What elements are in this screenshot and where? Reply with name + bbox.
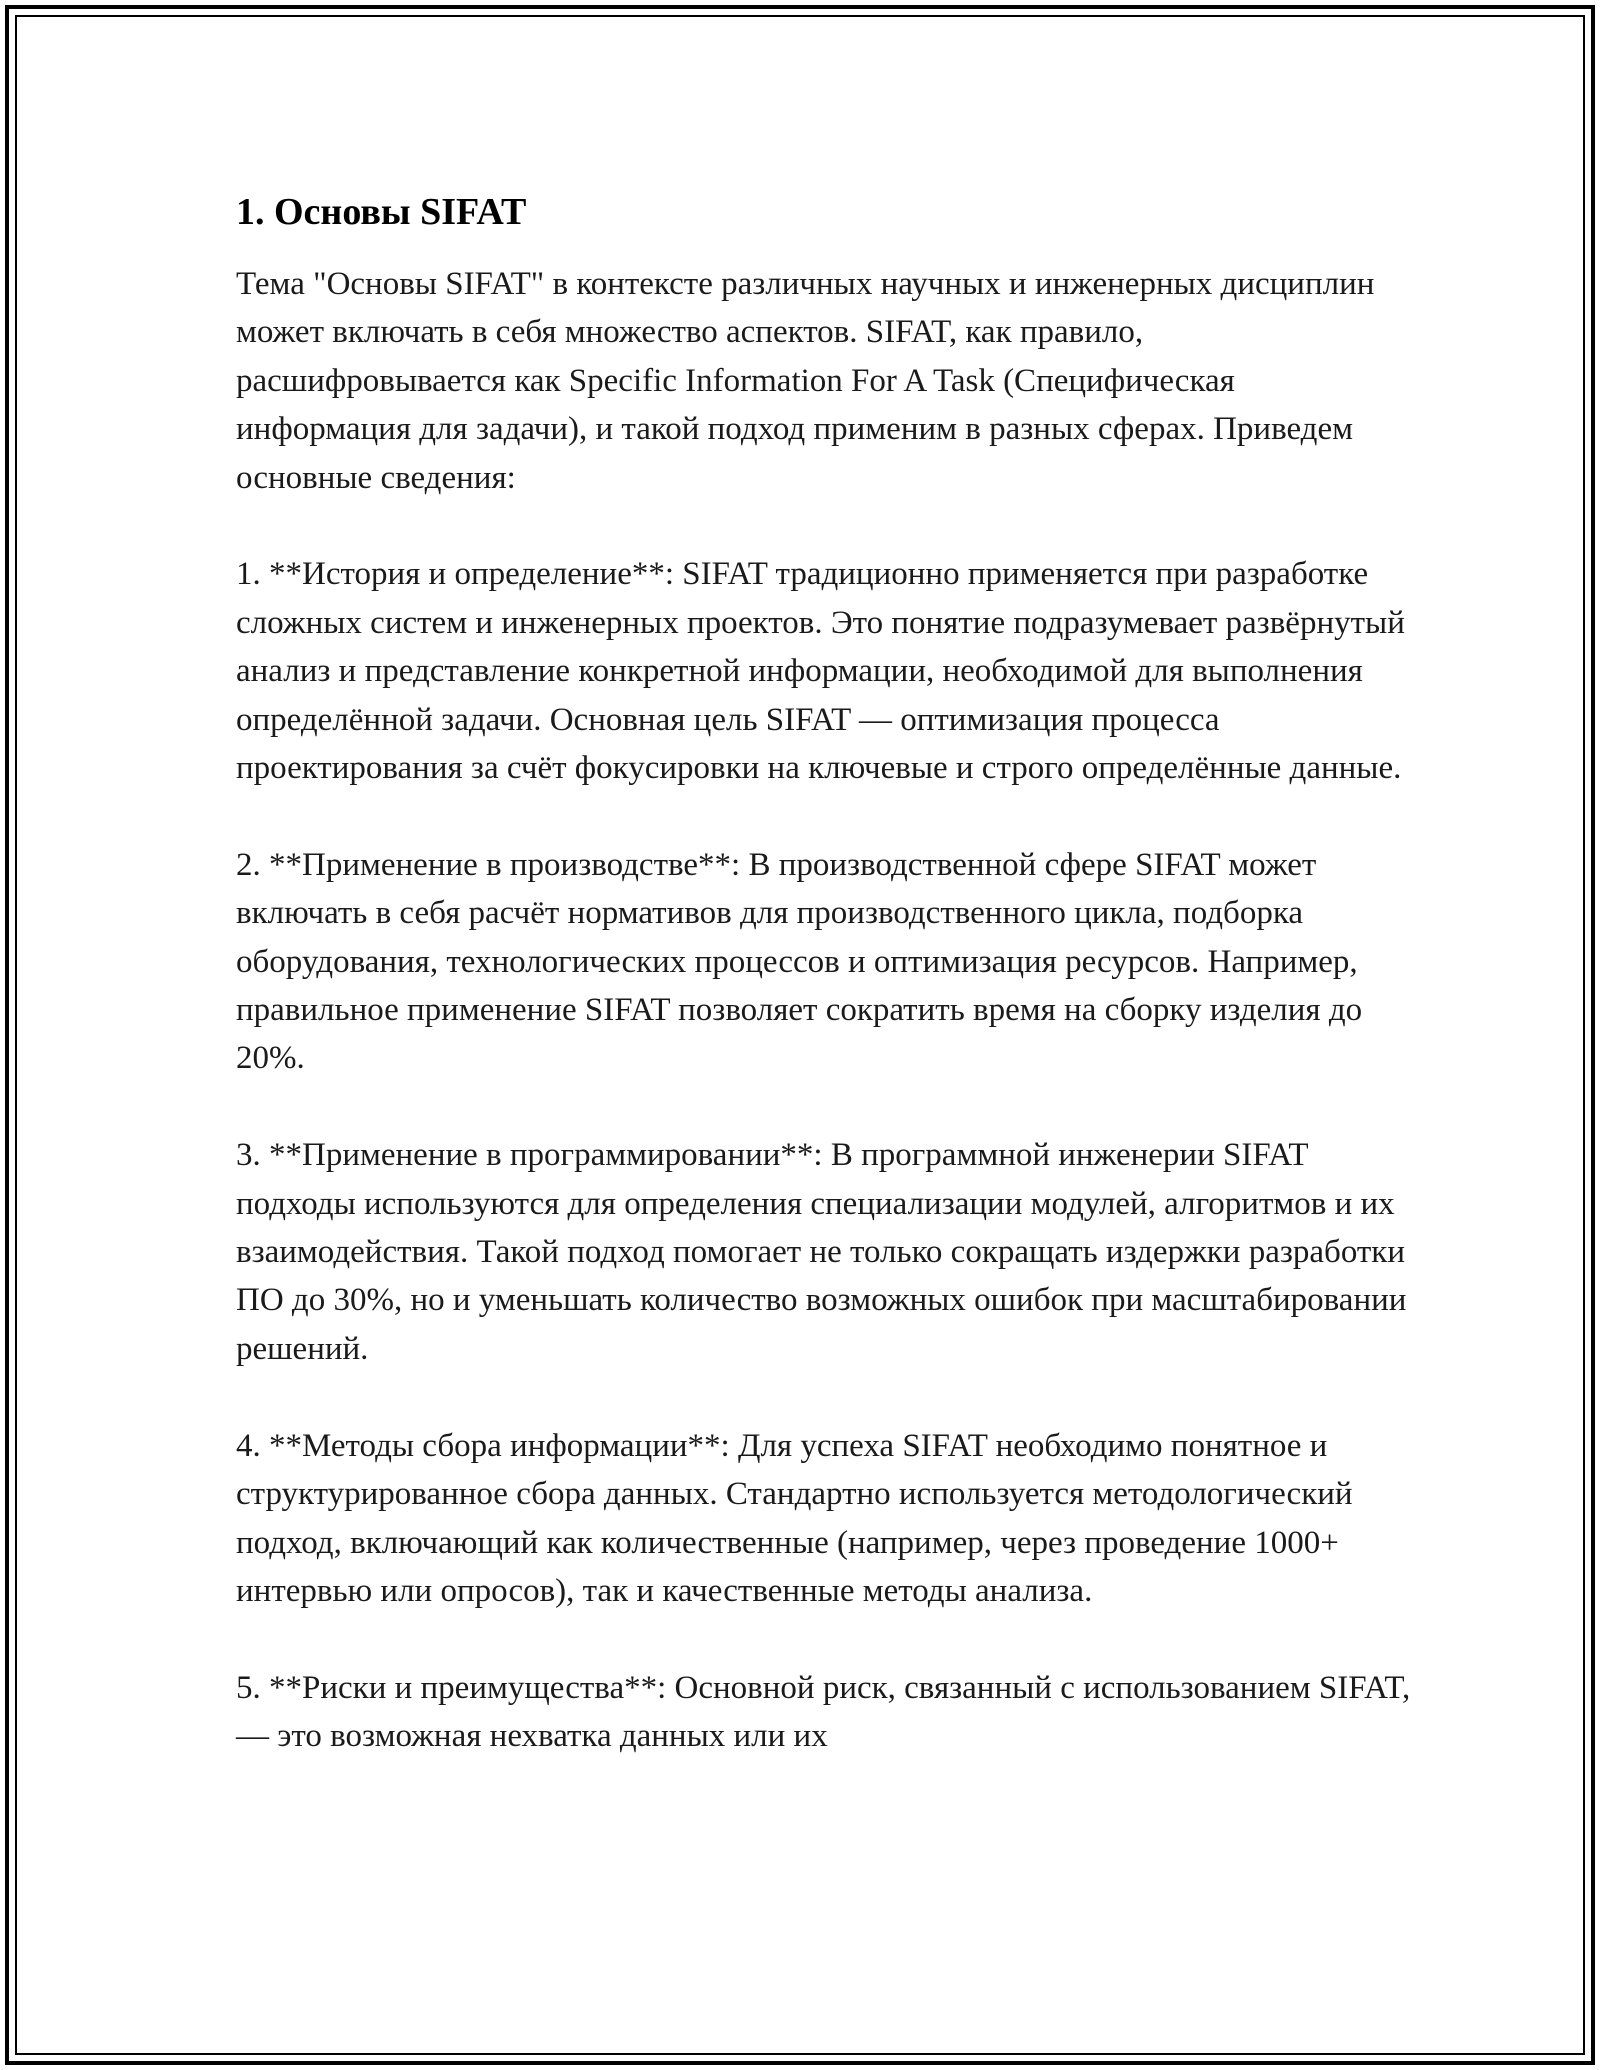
section-heading: 1. Основы SIFAT — [236, 191, 527, 233]
document-body — [236, 186, 1416, 1809]
list-item-production: 2. **Применение в производстве**: В производственной сфере SIFAT может включать в себя расчёт нормативов для производственного цикла, подборка оборудования, технологических процессов и оптимизация ресурсов. Например, правильное применение SIFAT позволяет сократить время на сборку изделия до 20%. — [236, 846, 1363, 1077]
intro-paragraph: Тема "Основы SIFAT" в контексте различных научных и инженерных дисциплин может включать в себя множество аспектов. SIFAT, как правило, расшифровывается как Specific Information For A Task (Специфическая информация для задачи), и такой подход применим в разных сферах. Приведем основные сведения: — [236, 266, 1375, 496]
list-item-data-collection: 4. **Методы сбора информации**: Для успеха SIFAT необходимо понятное и структурированное сбора данных. Стандартно используется методологический подход, включающий как количественные (например, через проведение 1000+ интервью или опросов), так и качественные методы анализа. — [236, 1427, 1353, 1609]
list-item-programming: 3. **Применение в программировании**: В программной инженерии SIFAT подходы используются для определения специализации модулей, алгоритмов и их взаимодействия. Такой подход помогает не только сокращать издержки разработки ПО до 30%, но и уменьшать количество возможных ошибок при масштабировании решений. — [236, 1137, 1407, 1367]
list-item-history: 1. **История и определение**: SIFAT традиционно применяется при разработке сложных систем и инженерных проектов. Это понятие подразумевает развёрнутый анализ и представление конкретной информации, необходимой для выполнения определённой задачи. Основная цель SIFAT — оптимизация процесса проектирования за счёт фокусировки на ключевые и строго определённые данные. — [236, 556, 1405, 787]
list-item-risks: 5. **Риски и преимущества**: Основной риск, связанный с использованием SIFAT, — это возможная нехватка данных или их — [236, 1669, 1411, 1755]
